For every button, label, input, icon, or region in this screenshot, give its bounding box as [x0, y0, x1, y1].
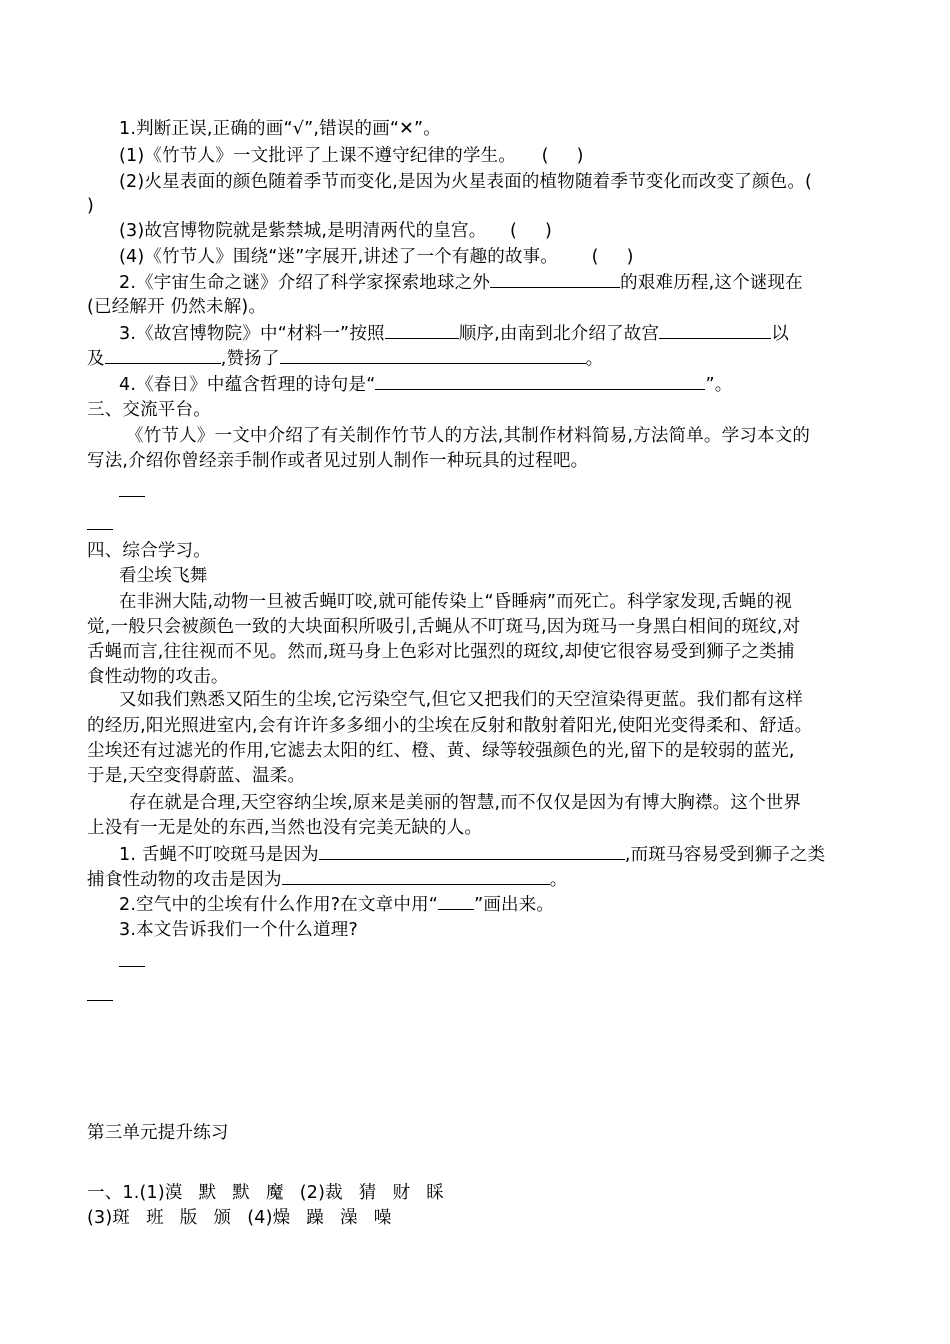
- q3-blank-praise[interactable]: [280, 346, 586, 364]
- q3-text-c: 以: [771, 324, 789, 344]
- article-p1-line: 在非洲大陆,动物一旦被舌蝇叮咬,就可能传染上“昏睡病”而死亡。科学家发现,舌蝇的视: [119, 592, 793, 612]
- sec4-q1-text-a: 1. 舌蝇不叮咬斑马是因为: [119, 845, 319, 865]
- judge-item-2-close: ): [87, 196, 95, 216]
- section3-heading: 三、交流平台。: [87, 400, 211, 420]
- sec4-q2-line: [119, 892, 554, 917]
- judge-item-3: [119, 219, 552, 243]
- q4-line: [119, 372, 732, 397]
- article-p2-line: 尘埃还有过滤光的作用,它滤去太阳的红、橙、黄、绿等较强颜色的光,留下的是较弱的蓝光,: [87, 741, 795, 761]
- answer-word: 噪: [373, 1208, 392, 1228]
- q4-text-b: ”。: [705, 375, 733, 395]
- answer-word: 版: [179, 1208, 198, 1228]
- sec4-q2-underline-sample: [438, 892, 474, 910]
- judge-item-4: [119, 245, 634, 269]
- answer-word: (2)裁: [299, 1183, 343, 1203]
- judge-item-1-text: (1)《竹节人》一文批评了上课不遵守纪律的学生。: [119, 146, 517, 166]
- article-p3-line: 上没有一无是处的东西,当然也没有完美无缺的人。: [87, 818, 483, 838]
- q2-options: (已经解开 仍然未解)。: [87, 297, 267, 317]
- article-p2-line: 的经历,阳光照进室内,会有许许多多细小的尘埃在反射和散射着阳光,使阳光变得柔和、舒适。: [87, 716, 813, 736]
- answer-word: 班: [146, 1208, 164, 1228]
- answer-word: 躁: [306, 1208, 324, 1228]
- q3-text-f: 。: [585, 349, 604, 369]
- article-p3-line: 存在就是合理,天空容纳尘埃,原来是美丽的智慧,而不仅仅是因为有博大胸襟。这个世界: [129, 793, 802, 813]
- answers-heading: 第三单元提升练习: [87, 1123, 229, 1143]
- article-p1-line: 食性动物的攻击。: [87, 667, 229, 687]
- q3-line: [119, 321, 789, 346]
- answer-word: (3)斑: [87, 1208, 131, 1228]
- q3-text-e: ,赞扬了: [220, 349, 280, 369]
- q2-text-a: 2.《宇宙生命之谜》介绍了科学家探索地球之外: [119, 273, 491, 293]
- answer-word: 一、1.(1)漠: [87, 1183, 183, 1203]
- answer-paren-open: (: [509, 221, 518, 241]
- answer-area-4[interactable]: [87, 984, 113, 1008]
- answer-word: 财: [392, 1183, 411, 1203]
- answer-word: (4)燥: [247, 1208, 291, 1228]
- judge-item-4-text: (4)《竹节人》围绕“迷”字展开,讲述了一个有趣的故事。: [119, 247, 559, 267]
- q3-text-d: 及: [87, 349, 105, 369]
- answer-area-2[interactable]: [87, 513, 113, 537]
- q3-line-2: [87, 346, 603, 371]
- section3-line-1: 《竹节人》一文中介绍了有关制作竹节人的方法,其制作材料简易,方法简单。学习本文的: [126, 426, 811, 446]
- sec4-q1-text-c: 捕食性动物的攻击是因为: [87, 870, 282, 890]
- article-p2-line: 于是,天空变得蔚蓝、温柔。: [87, 766, 306, 786]
- sec4-q1-text-d: 。: [549, 870, 568, 890]
- article-p1-line: 觉,一般只会被颜色一致的大块面积所吸引,舌蝇从不叮斑马,因为斑马一身黑白相间的斑纹,对: [87, 617, 801, 637]
- sec4-q3: 3.本文告诉我们一个什么道理?: [119, 920, 358, 940]
- sec4-q1-line: [119, 842, 825, 867]
- judge-item-3-text: (3)故宫博物院就是紫禁城,是明清两代的皇宫。: [119, 221, 487, 241]
- q1-intro: 1.判断正误,正确的画“√”,错误的画“✕”。: [119, 119, 442, 139]
- answer-area-1[interactable]: [119, 480, 145, 504]
- sec4-q1-blank-1[interactable]: [319, 842, 625, 860]
- answer-paren-close: ): [626, 247, 634, 267]
- article-p2-line: 又如我们熟悉又陌生的尘埃,它污染空气,但它又把我们的天空渲染得更蓝。我们都有这样: [119, 690, 804, 710]
- section3-line-2: 写法,介绍你曾经亲手制作或者见过别人制作一种玩具的过程吧。: [87, 451, 589, 471]
- answer-word: 猜: [358, 1183, 377, 1203]
- sec4-q1-line-2: [87, 867, 567, 892]
- sec4-q2-text-a: 2.空气中的尘埃有什么作用?在文章中用“: [119, 895, 439, 915]
- answer-paren-close: ): [545, 221, 553, 241]
- q4-blank[interactable]: [375, 372, 705, 390]
- judge-item-2: (2)火星表面的颜色随着季节而变化,是因为火星表面的植物随着季节变化而改变了颜色。(: [119, 172, 813, 192]
- answer-paren-close: ): [576, 146, 584, 166]
- answer-word: 颁: [213, 1208, 232, 1228]
- section4-heading: 四、综合学习。: [87, 541, 211, 561]
- sec4-q1-text-b: ,而斑马容易受到狮子之类: [624, 845, 826, 865]
- answer-paren-open: (: [541, 146, 549, 166]
- article-p1-line: 舌蝇而言,往往视而不见。然而,斑马身上色彩对比强烈的斑纹,却使它很容易受到狮子之类捕: [87, 642, 795, 662]
- q2-line: [119, 270, 803, 295]
- answers-row-2: [87, 1206, 391, 1230]
- q2-blank[interactable]: [490, 270, 620, 288]
- answers-row-1: [87, 1181, 444, 1205]
- answer-paren-open: (: [591, 247, 599, 267]
- q2-text-b: 的艰难历程,这个谜现在: [620, 273, 803, 293]
- q3-text-a: 3.《故宫博物院》中“材料一”按照: [119, 324, 385, 344]
- q3-blank-more[interactable]: [105, 346, 221, 364]
- answer-word: 睬: [426, 1183, 444, 1203]
- answer-word: 默: [232, 1183, 250, 1203]
- answer-word: 默: [198, 1183, 217, 1203]
- q3-blank-buildings[interactable]: [659, 321, 771, 339]
- q3-text-b: 顺序,由南到北介绍了故宫: [458, 324, 660, 344]
- answer-area-3[interactable]: [119, 950, 145, 974]
- answer-word: 魔: [266, 1183, 284, 1203]
- answer-word: 澡: [340, 1208, 358, 1228]
- sec4-q2-text-b: ”画出来。: [474, 895, 555, 915]
- q4-text-a: 4.《春日》中蕴含哲理的诗句是“: [119, 375, 376, 395]
- article-title: 看尘埃飞舞: [119, 566, 208, 586]
- judge-item-1: [119, 144, 584, 168]
- sec4-q1-blank-2[interactable]: [282, 867, 550, 885]
- q3-blank-order[interactable]: [385, 321, 459, 339]
